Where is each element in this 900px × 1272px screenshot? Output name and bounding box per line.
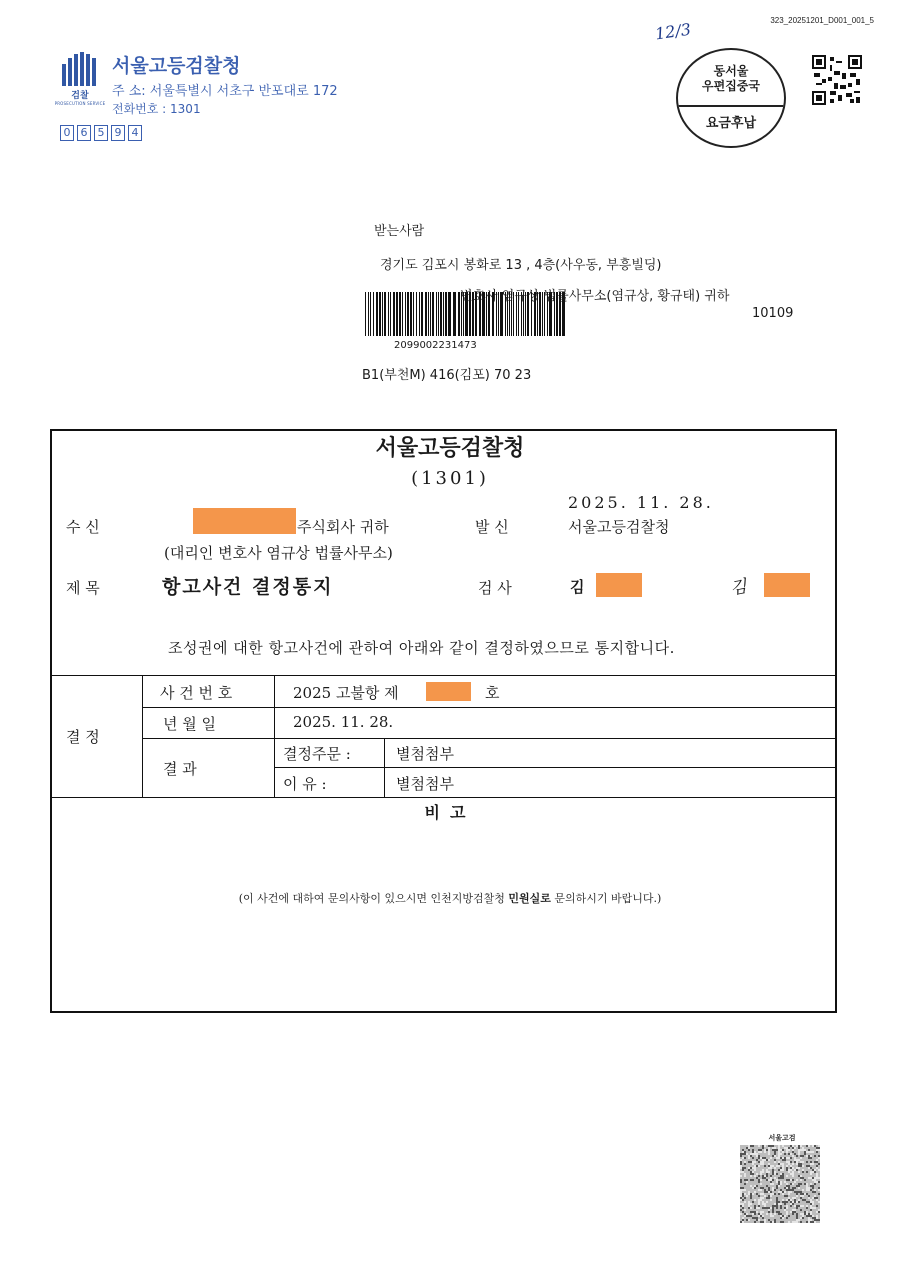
sender-address: 주 소: 서울특별시 서초구 반포대로 172 (112, 84, 338, 99)
remark-bold: 민원실로 (508, 892, 551, 905)
document-id: 323_20251201_D001_001_5 (770, 16, 874, 25)
to-agent: (대리인 변호사 염규상 법률사무소) (164, 544, 393, 562)
reason-label: 이 유 : (283, 775, 327, 793)
order-label: 결정주문 : (283, 745, 351, 763)
zip-digit: 5 (94, 125, 108, 141)
sender-zip-code (60, 125, 142, 141)
zip-digit: 4 (128, 125, 142, 141)
subject-label: 제 목 (66, 579, 100, 597)
to-value: 주식회사 귀하 (297, 518, 389, 536)
recipient-code: 10109 (752, 306, 794, 321)
delivery-route: B1(부천M) 416(김포) 70 23 (362, 368, 532, 383)
prosecutor-signature: 김 (728, 576, 749, 600)
case-number-label: 사 건 번 호 (160, 684, 233, 702)
remark-text: (이 사건에 대하여 문의사항이 있으시면 인천지방검찰청 민원실로 문의하시기 바랍니다.) (238, 892, 662, 905)
case-number-prefix: 2025 고불항 제 (293, 684, 399, 702)
barcode-number: 2099002231473 (394, 340, 477, 351)
sender-phone: 전화번호 : 1301 (112, 102, 201, 116)
prosecutor-surname: 김 (570, 578, 585, 596)
date-value: 2025. 11. 28. (293, 713, 394, 731)
postmark-office-line2: 우편집중국 (702, 79, 760, 93)
case-number-suffix: 호 (485, 684, 500, 702)
notice-office-title: 서울고등검찰청 (375, 435, 525, 461)
logo-text: 검찰 (71, 91, 89, 101)
redacted-prosecutor-name (596, 573, 642, 597)
date-label: 년 월 일 (163, 715, 217, 733)
redacted-recipient (193, 508, 296, 534)
from-label: 발 신 (475, 518, 509, 536)
recipient-name: 변호사 염규상 법률사무소(염규상, 황규태) 귀하 (460, 289, 730, 304)
qr-code-icon (812, 55, 862, 105)
decision-label: 결 정 (66, 728, 100, 746)
notice-body: 조성권에 대한 항고사건에 관하여 아래와 같이 결정하였으므로 통지합니다. (168, 639, 675, 657)
zip-digit: 0 (60, 125, 74, 141)
notice-date: 2025. 11. 28. (568, 493, 714, 512)
prosecution-logo (52, 52, 108, 110)
order-value: 별첨첨부 (396, 745, 454, 763)
logo-bars-icon (52, 52, 108, 86)
redacted-case-number (426, 682, 471, 701)
prosecutor-label: 검 사 (478, 579, 512, 597)
footer-qr-label: 서울고검 (768, 1134, 796, 1142)
notice-subject: 항고사건 결정통지 (162, 576, 334, 598)
redacted-signature (764, 573, 810, 597)
sender-name: 서울고등검찰청 (112, 55, 241, 77)
remark-title: 비고 (424, 803, 476, 822)
result-label: 결 과 (163, 760, 197, 778)
reason-value: 별첨첨부 (396, 775, 454, 793)
postmark-fee: 요금후납 (705, 116, 757, 131)
recipient-label: 받는사람 (374, 224, 425, 239)
postmark-stamp (676, 48, 786, 148)
handwritten-note: 12/3 (653, 19, 693, 44)
logo-subtext: PROSECUTION SERVICE (54, 101, 106, 106)
notice-office-code: (1301) (411, 468, 489, 489)
postmark-office-line1: 동서울 (713, 64, 749, 78)
to-label: 수 신 (66, 518, 100, 536)
recipient-address: 경기도 김포시 봉화로 13 , 4층(사우동, 부흥빌딩) (380, 258, 662, 273)
from-value: 서울고등검찰청 (568, 518, 670, 536)
footer-qr-code-icon (740, 1145, 820, 1223)
zip-digit: 9 (111, 125, 125, 141)
zip-digit: 6 (77, 125, 91, 141)
